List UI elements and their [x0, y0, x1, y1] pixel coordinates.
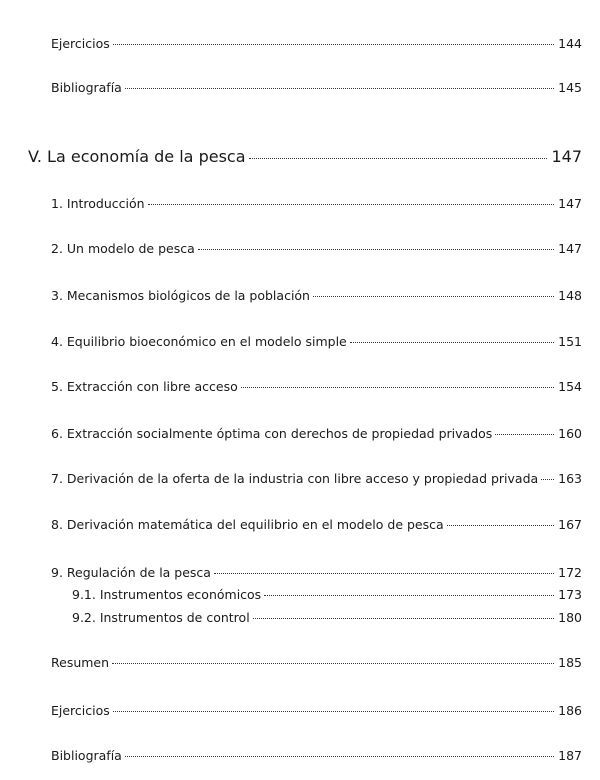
toc-entry-page: 163	[558, 471, 582, 486]
dot-leader	[541, 479, 554, 480]
toc-entry-label: 4. Equilibrio bioeconómico en el modelo simple	[51, 334, 347, 349]
toc-entry-label: Bibliografía	[51, 748, 122, 763]
toc-entry-page: 148	[558, 288, 582, 303]
toc-entry-page: 180	[558, 610, 582, 625]
dot-leader	[112, 663, 554, 664]
toc-section-6[interactable]	[51, 426, 582, 441]
toc-chapter-heading[interactable]	[28, 147, 582, 166]
dot-leader	[125, 88, 554, 89]
toc-entry-label: 9.2. Instrumentos de control	[72, 610, 250, 625]
toc-entry-page: 186	[558, 703, 582, 718]
toc-entry-page: 167	[558, 517, 582, 532]
chapter-title: V. La economía de la pesca	[28, 147, 246, 166]
toc-entry-page: 147	[551, 147, 582, 166]
toc-entry-label: Bibliografía	[51, 80, 122, 95]
toc-entry-page: 151	[558, 334, 582, 349]
dot-leader	[113, 44, 554, 45]
toc-entry-page: 173	[558, 587, 582, 602]
toc-section-7[interactable]	[51, 471, 582, 486]
toc-section-8[interactable]	[51, 517, 582, 532]
toc-entry-label: 2. Un modelo de pesca	[51, 241, 195, 256]
dot-leader	[125, 756, 554, 757]
dot-leader	[264, 595, 554, 596]
toc-section-2[interactable]	[51, 241, 582, 256]
toc-entry-label: 7. Derivación de la oferta de la industria con libre acceso y propiedad privada	[51, 471, 539, 486]
dot-leader	[198, 249, 554, 250]
dot-leader	[113, 711, 554, 712]
toc-entry-ejercicios[interactable]	[51, 703, 582, 718]
toc-entry-page: 147	[558, 196, 582, 211]
toc-entry-page: 144	[558, 36, 582, 51]
toc-entry-resumen[interactable]	[51, 655, 582, 670]
toc-entry-label: 9.1. Instrumentos económicos	[72, 587, 262, 602]
toc-entry-label: 8. Derivación matemática del equilibrio en el modelo de pesca	[51, 517, 444, 532]
dot-leader	[313, 296, 554, 297]
toc-entry-label: 1. Introducción	[51, 196, 145, 211]
dot-leader	[253, 618, 554, 619]
toc-entry-page: 145	[558, 80, 582, 95]
dot-leader	[249, 158, 548, 159]
toc-entry-page: 147	[558, 241, 582, 256]
toc-entry-bibliografia-top[interactable]	[51, 80, 582, 95]
toc-subsection-9-1[interactable]	[72, 587, 582, 602]
toc-subsection-9-2[interactable]	[72, 610, 582, 625]
toc-entry-label: Ejercicios	[51, 36, 110, 51]
toc-entry-label: 6. Extracción socialmente óptima con derechos de propiedad privados	[51, 426, 493, 441]
toc-entry-ejercicios-top[interactable]	[51, 36, 582, 51]
toc-entry-page: 172	[558, 565, 582, 580]
toc-entry-label: Resumen	[51, 655, 110, 670]
dot-leader	[214, 573, 554, 574]
toc-entry-page: 160	[558, 426, 582, 441]
dot-leader	[350, 342, 554, 343]
dot-leader	[148, 204, 555, 205]
toc-entry-page: 154	[558, 379, 582, 394]
toc-entry-label: 5. Extracción con libre acceso	[51, 379, 238, 394]
dot-leader	[447, 525, 554, 526]
dot-leader	[495, 434, 554, 435]
toc-entry-label: Ejercicios	[51, 703, 110, 718]
toc-entry-label: 3. Mecanismos biológicos de la población	[51, 288, 310, 303]
toc-section-4[interactable]	[51, 334, 582, 349]
dot-leader	[241, 387, 554, 388]
toc-entry-bibliografia[interactable]	[51, 748, 582, 763]
toc-section-9[interactable]	[51, 565, 582, 580]
toc-entry-page: 187	[558, 748, 582, 763]
toc-section-3[interactable]	[51, 288, 582, 303]
toc-entry-label: 9. Regulación de la pesca	[51, 565, 211, 580]
toc-section-1[interactable]	[51, 196, 582, 211]
toc-entry-page: 185	[558, 655, 582, 670]
toc-section-5[interactable]	[51, 379, 582, 394]
